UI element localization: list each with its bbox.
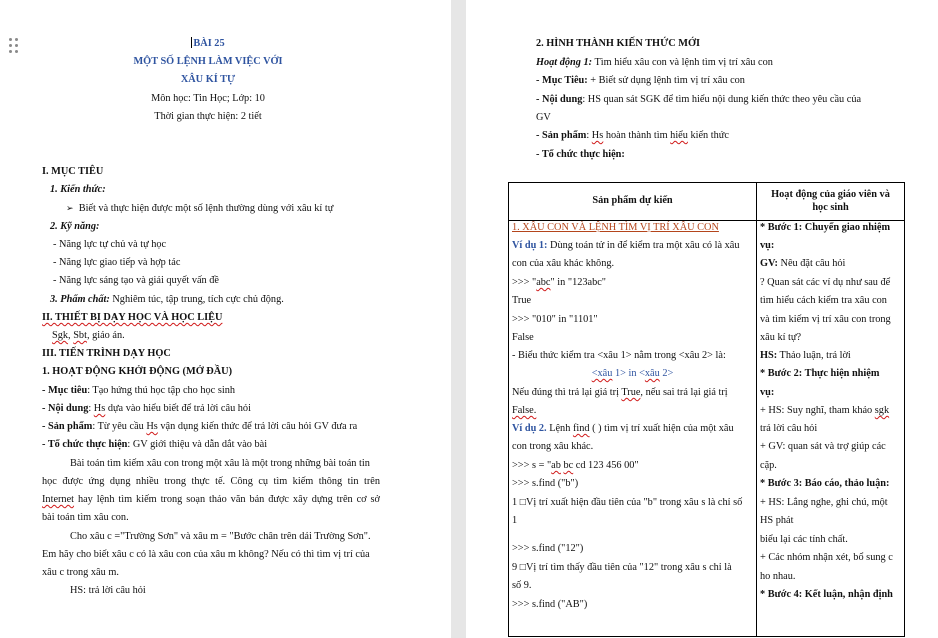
step-3-line: HS phát [760, 515, 794, 526]
knowledge-label: 1. Kiến thức: [50, 184, 106, 195]
output-line: False [512, 332, 534, 343]
step-2-heading-2: vụ: [760, 387, 775, 398]
step-2-heading: * Bước 2: Thực hiện nhiệm [760, 368, 880, 379]
activity-line: Hoạt động 1: Tìm hiểu xâu con và lệnh tìm vị trí xâu con [536, 57, 773, 68]
rule-line: Nếu đúng thì trả lại giá trị True, nếu sai trả lại giá trị [512, 387, 728, 398]
section-process-heading: III. TIẾN TRÌNH DẠY HỌC [42, 348, 171, 359]
example-1-line: Ví dụ 1: Dùng toán tử in để kiểm tra một xâu có là xâu [512, 240, 740, 251]
skill-item: - Năng lực sáng tạo và giải quyết vấn đề [53, 275, 219, 286]
code-line: >>> s.find ("AB") [512, 599, 588, 610]
question-line: ? Quan sát các ví dụ như sau để [760, 277, 891, 288]
lesson-plan-table [508, 182, 905, 637]
paragraph-line: Em hãy cho biết xâu c có là xâu con của xâu m không? Nếu có thì tìm vị trí của [42, 549, 370, 560]
content-line: - Nội dung: HS quan sát SGK để tìm hiểu nội dung kiến thức theo yêu cầu của [536, 94, 862, 105]
question-line: xâu kí tự? [760, 332, 802, 343]
quality-line: 3. Phẩm chất: Nghiêm túc, tập trung, tích cực chủ động. [50, 294, 284, 305]
lesson-number: BÀI 25 [193, 38, 225, 49]
skills-label: 2. Kỹ năng: [50, 221, 100, 232]
paragraph-line: Internet hay lệnh tìm kiếm trong soạn thảo văn bản được xây dựng trên cơ sở [42, 494, 380, 505]
paragraph-line: xâu c trong xâu m. [42, 567, 119, 578]
organization-line: - Tổ chức thực hiện: [536, 149, 625, 160]
code-line: >>> s.find ("12") [512, 543, 584, 554]
table-section-title: 1. XÂU CON VÀ LỆNH TÌM VỊ TRÍ XÂU CON [512, 222, 719, 233]
paragraph-line: học được ứng dụng nhiều trong thực tế. Công cụ tìm kiếm thông tin trên [42, 476, 380, 487]
expression-syntax: <xâu 1> in <xâu 2> [591, 368, 674, 379]
column-header-activities: Hoạt động của giáo viên và học sinh [757, 183, 905, 221]
duration-line: Thời gian thực hiện: 2 tiết [154, 111, 262, 122]
table-row [509, 221, 905, 637]
paragraph-line: Cho xâu c ="Trường Sơn" và xâu m = "Bước chân trên dải Trường Sơn". [70, 531, 371, 542]
output-line: True [512, 295, 532, 306]
content-line: - Nội dung: Hs dựa vào hiểu biết để trả lời câu hỏi [42, 403, 251, 414]
table-header-row [509, 183, 905, 221]
lesson-title-line-2: XÂU KÍ TỰ [180, 74, 236, 85]
example-2-line: Ví dụ 2. Lệnh find ( ) tìm vị trí xuất hiện của một xâu [512, 423, 734, 434]
section-objectives-heading: I. MỤC TIÊU [42, 166, 104, 177]
section-equipment-heading: II. THIẾT BỊ DẠY HỌC VÀ HỌC LIỆU [42, 312, 223, 323]
student-line: HS: Thảo luận, trả lời [760, 350, 851, 361]
paragraph-line: bài toán tìm xâu con. [42, 512, 129, 523]
rule-line-2: False. [512, 405, 537, 416]
document-page-left [0, 0, 451, 638]
result-line-2: số 9. [512, 580, 532, 591]
result-line: 9 □Vị trí tìm thấy đầu tiên của "12" trong xâu s chỉ là [512, 562, 732, 573]
question-line: tìm hiểu cách kiểm tra xâu con [760, 295, 887, 306]
equipment-list: Sgk, Sbt, giáo án. [52, 330, 125, 341]
column-header-expected-product: Sản phẩm dự kiến [509, 183, 757, 221]
expected-product-cell [509, 221, 757, 637]
step-4-heading: * Bước 4: Kết luận, nhận định [760, 589, 893, 600]
step-1-heading-2: vụ: [760, 240, 775, 251]
skill-item: - Năng lực giao tiếp và hợp tác [53, 257, 181, 268]
product-line: - Sản phẩm: Hs hoàn thành tìm hiểu kiến thức [536, 130, 729, 141]
code-line: >>> "abc" in "123abc" [512, 277, 607, 288]
subject-line: Môn học: Tin Học; Lớp: 10 [151, 93, 265, 104]
code-line: >>> s = "ab bc cd 123 456 00" [512, 460, 639, 471]
organization-line: - Tổ chức thực hiện: GV giới thiệu và dẫn dắt vào bài [42, 439, 268, 450]
activity-1-heading: 1. HOẠT ĐỘNG KHỞI ĐỘNG (MỞ ĐẦU) [42, 366, 233, 377]
step-3-line: + Các nhóm nhận xét, bổ sung c [760, 552, 893, 563]
knowledge-item: ➢ Biết và thực hiện được một số lệnh thường dùng với xâu kí tự [66, 203, 334, 214]
goal-line: - Mục Tiêu: + Biết sử dụng lệnh tìm vị trí xâu con [536, 75, 745, 86]
step-3-line: + HS: Lắng nghe, ghi chú, một [760, 497, 888, 508]
section-new-knowledge-heading: 2. HÌNH THÀNH KIẾN THỨC MỚI [536, 38, 701, 49]
question-line: và tìm kiếm vị trí xâu con trong [760, 314, 891, 325]
lesson-title-line-1: MỘT SỐ LỆNH LÀM VIỆC VỚI [133, 56, 283, 67]
example-2-line-2: con trong xâu khác. [512, 441, 594, 452]
example-1-line-2: con của xâu khác không. [512, 258, 615, 269]
result-line: 1 □Vị trí xuất hiện đầu tiên của "b" trong xâu s là chỉ số [512, 497, 743, 508]
answer-line: HS: trả lời câu hỏi [70, 585, 146, 596]
skill-item: - Năng lực tự chủ và tự học [53, 239, 167, 250]
step-2-line: cặp. [760, 460, 777, 471]
expression-intro: - Biểu thức kiểm tra <xâu 1> nằm trong <xâu 2> là: [512, 350, 726, 361]
code-line: >>> "010" in "1101" [512, 314, 598, 325]
step-2-line: trả lời câu hỏi [760, 423, 818, 434]
step-1-heading: * Bước 1: Chuyển giao nhiệm [760, 222, 891, 233]
teacher-line: GV: Nêu đặt câu hỏi [760, 258, 846, 269]
content-line-2: GV [536, 112, 551, 123]
goal-line: - Mục tiêu: Tạo hứng thú học tập cho học sinh [42, 385, 235, 396]
step-3-heading: * Bước 3: Báo cáo, thảo luận: [760, 478, 890, 489]
document-page-right [466, 0, 938, 638]
step-2-line: + GV: quan sát và trợ giúp các [760, 441, 886, 452]
paragraph-line: Bài toán tìm kiếm xâu con trong một xâu là một trong những bài toán tin [70, 458, 370, 469]
activities-cell [757, 221, 905, 637]
step-3-line: ho nhau. [760, 571, 796, 582]
result-line-2: 1 [512, 515, 518, 526]
code-line: >>> s.find ("b") [512, 478, 579, 489]
product-line: - Sản phẩm: Từ yêu cầu Hs vận dụng kiến thức để trả lời câu hỏi GV đưa ra [42, 421, 358, 432]
step-2-line: + HS: Suy nghĩ, tham khảo sgk [760, 405, 890, 416]
step-3-line: biểu lại các tính chất. [760, 534, 848, 545]
arrow-bullet-icon: ➢ [66, 203, 74, 213]
